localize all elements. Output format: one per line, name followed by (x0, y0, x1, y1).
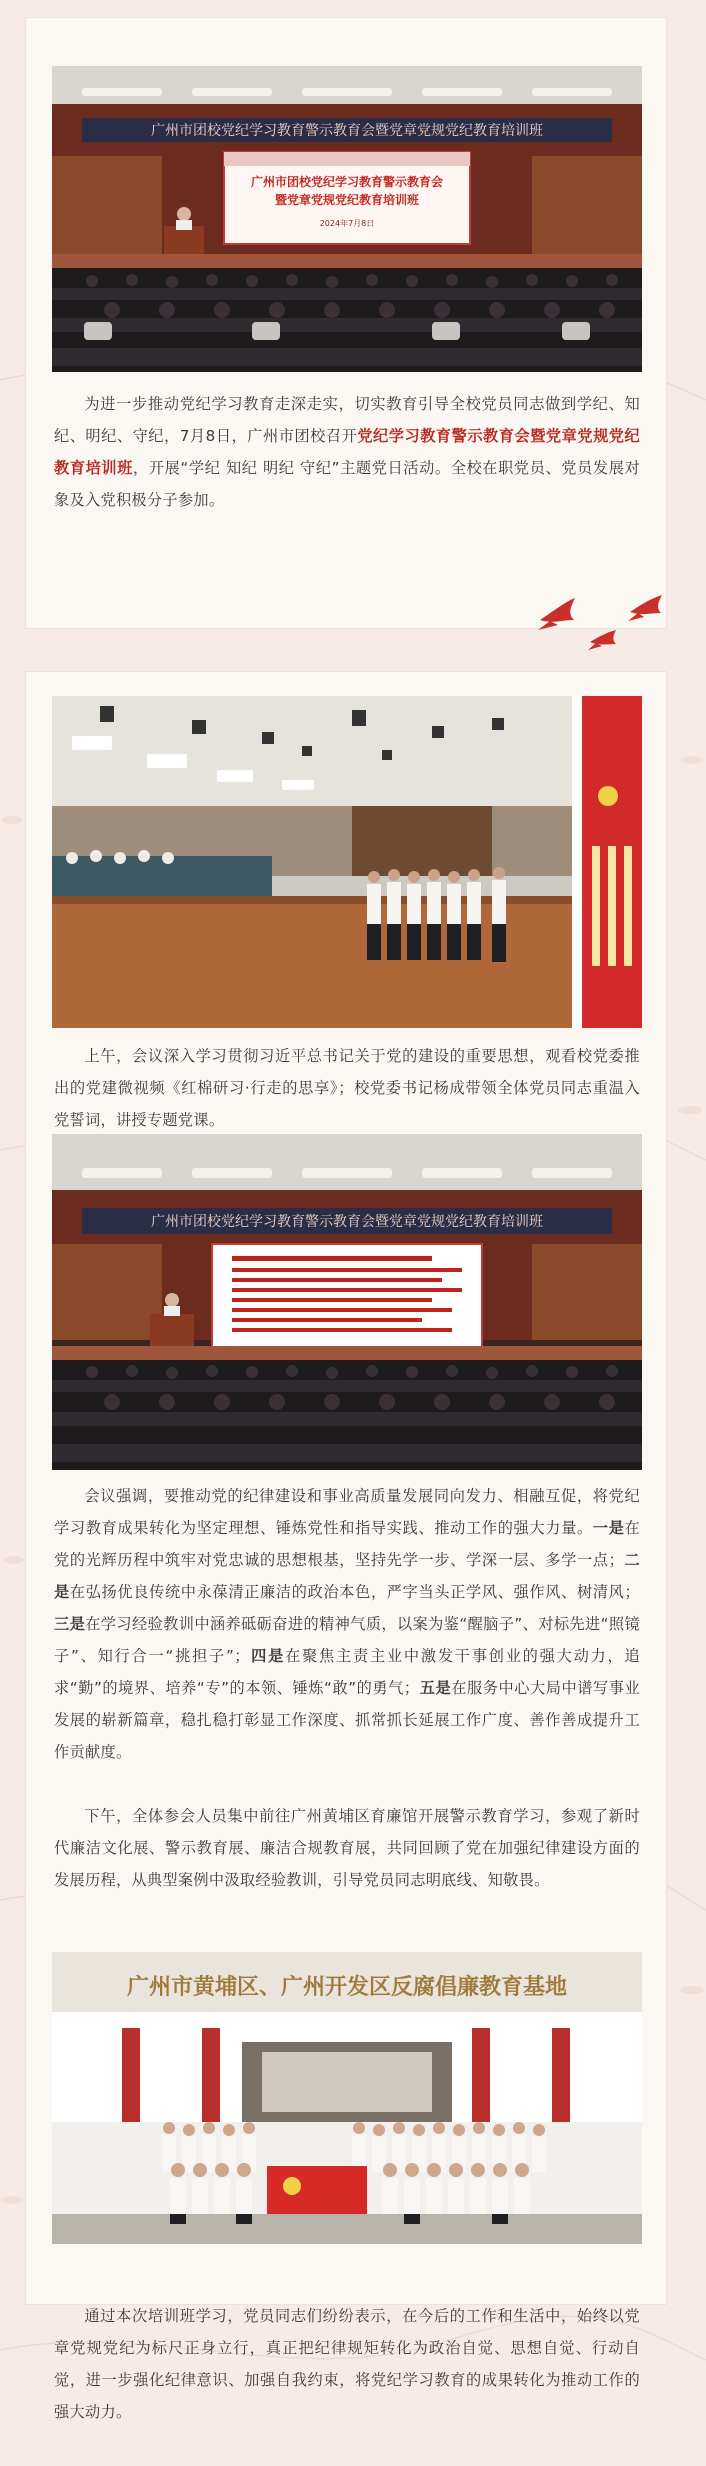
paragraph-emphasis (54, 1480, 640, 1768)
group-photo (52, 1952, 642, 2244)
emphasis-text-1: 会议强调，要推动党的纪律建设和事业高质量发展同向发力、相融互促，将党纪学习教育成果转化为坚定理想、锤炼党性和指导实践、推动工作的强大力量。 (54, 1487, 640, 1537)
card-1 (26, 18, 666, 628)
paragraph-conclusion (54, 2300, 640, 2428)
point-one-label: 一是 (592, 1519, 625, 1537)
intro-text-2: ，开展“学纪 知纪 明纪 守纪”主题党日活动。全校在职党员、党员发展对象及入党积极分子参加。 (54, 459, 640, 509)
meeting-hall-photo (52, 66, 642, 372)
hall-banner-text-2: 广州市团校党纪学习教育警示教育会暨党章党规党纪教育培训班 (151, 1214, 543, 1230)
point-three-label: 三是 (54, 1615, 86, 1633)
intro-highlight: 党纪学习教育警示教育会暨党章党规党纪教育培训班 (54, 427, 640, 477)
point-four-label: 四是 (249, 1647, 286, 1665)
screen-title-line1: 广州市团校党纪学习教育警示教育会 (250, 175, 444, 189)
emphasis-text-5: 在聚焦主责主业中激发干事创业的强大动力，追求“勤”的境界、培养“专”的本领、锤炼“敢”的勇气； (54, 1647, 640, 1697)
education-base-sign: 广州市黄埔区、广州开发区反腐倡廉教育基地 (126, 1974, 568, 2000)
afternoon-text: 下午，全体参会人员集中前往广州黄埔区育廉馆开展警示教育学习，参观了新时代廉洁文化展、警示教育展、廉洁合规教育展，共同回顾了党在加强纪律建设方面的发展历程，从典型案例中汲取经验教训，引导党员同志明底线、知敬畏。 (54, 1807, 640, 1889)
card-2 (26, 672, 666, 2304)
intro-text-1: 为进一步推动党纪学习教育走深走实，切实教育引导全校党员同志做到学纪、知纪、明纪、守纪，7月8日，广州市团校召开 (54, 395, 640, 445)
point-two-label: 二是 (54, 1551, 640, 1601)
emphasis-text-3: 在弘扬优良传统中永葆清正廉洁的政治本色，严字当头正学风、强作风、树清风； (69, 1583, 640, 1601)
paragraph-morning (54, 1040, 640, 1136)
red-birds-decoration (530, 590, 680, 670)
emphasis-text-2: 在党的光辉历程中筑牢对党忠诚的思想根基，坚持先学一步、学深一层、多学一点； (54, 1519, 640, 1569)
hall-banner-text: 广州市团校党纪学习教育警示教育会暨党章党规党纪教育培训班 (151, 123, 543, 139)
morning-text: 上午，会议深入学习贯彻习近平总书记关于党的建设的重要思想，观看校党委推出的党建微视频《红棉研习·行走的思享》；校党委书记杨成带领全体党员同志重温入党誓词，讲授专题党课。 (54, 1047, 640, 1129)
screen-date: 2024年7月8日 (319, 219, 375, 228)
point-five-label: 五是 (419, 1679, 452, 1697)
paragraph-afternoon (54, 1800, 640, 1896)
emphasis-text-6: 在服务中心大局中谱写事业发展的崭新篇章，稳扎稳打彰显工作深度、抓常抓长延展工作广度、善作善成提升工作贡献度。 (54, 1679, 640, 1761)
lecture-hall-photo (52, 1134, 642, 1470)
oath-ceremony-photo (52, 696, 642, 1028)
conclusion-text: 通过本次培训班学习，党员同志们纷纷表示，在今后的工作和生活中，始终以党章党规党纪为标尺正身立行，真正把纪律规矩转化为政治自觉、思想自觉、行动自觉，进一步强化纪律意识、加强自我约束，将党纪学习教育的成果转化为推动工作的强大动力。 (54, 2307, 640, 2421)
emphasis-text-4: 在学习经验教训中涵养砥砺奋进的精神气质，以案为鉴“醒脑子”、对标先进“照镜子”、知行合一“挑担子”； (54, 1615, 640, 1665)
paragraph-intro (54, 388, 640, 516)
screen-title-line2: 暨党章党规党纪教育培训班 (274, 193, 420, 207)
